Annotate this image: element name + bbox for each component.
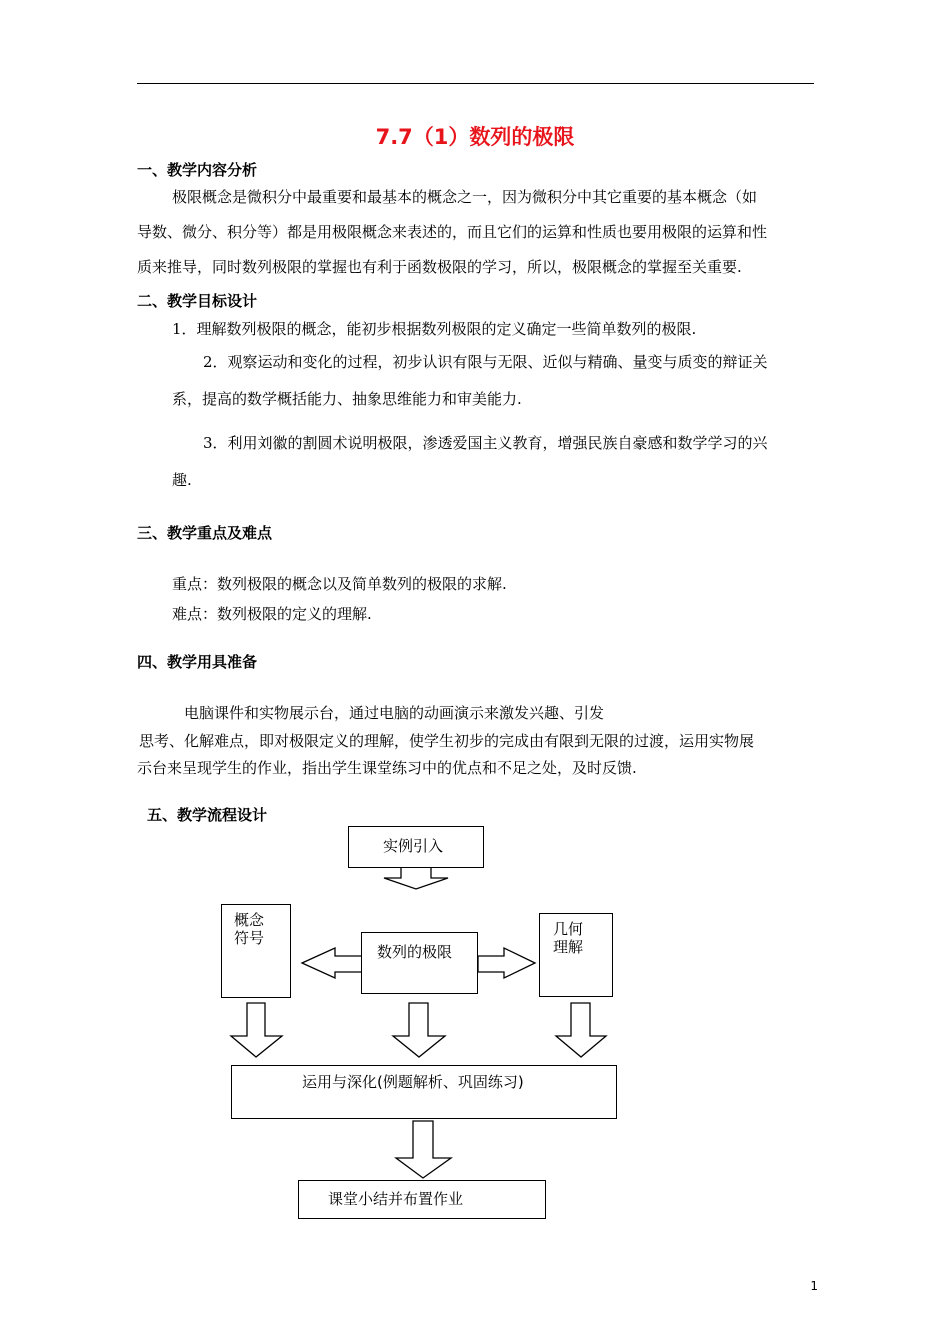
flow-box-geometry-line: 理解 xyxy=(553,938,584,956)
flow-box-intro-label: 实例引入 xyxy=(383,837,444,855)
arrow-down-concept xyxy=(231,1003,282,1057)
objective-item: 1．理解数列极限的概念，能初步根据数列极限的定义确定一些简单数列的极限. xyxy=(172,320,697,338)
section-1-line: 质来推导，同时数列极限的掌握也有利于函数极限的学习，所以，极限概念的掌握至关重要. xyxy=(137,258,742,276)
section-3-heading: 三、教学重点及难点 xyxy=(137,524,273,542)
section-4-heading: 四、教学用具准备 xyxy=(137,653,258,671)
section-5-heading: 五、教学流程设计 xyxy=(147,806,268,824)
arrow-down-center xyxy=(393,1003,445,1057)
objective-item: 3．利用刘徽的割圆术说明极限，渗透爱国主义教育，增强民族自豪感和数学学习的兴 xyxy=(203,434,768,452)
flow-box-apply xyxy=(231,1065,617,1119)
page-title: 7.7（1）数列的极限 xyxy=(375,125,575,149)
section-1-line: 导数、微分、积分等）都是用极限概念来表述的，而且它们的运算和性质也要用极限的运算和性 xyxy=(137,223,768,241)
section-1-line: 极限概念是微积分中最重要和最基本的概念之一，因为微积分中其它重要的基本概念（如 xyxy=(172,188,758,206)
flow-box-concept xyxy=(221,904,291,998)
section-4-line: 示台来呈现学生的作业，指出学生课堂练习中的优点和不足之处，及时反馈. xyxy=(137,759,637,777)
arrow-left-right xyxy=(302,946,362,982)
section-4-line: 电脑课件和实物展示台，通过电脑的动画演示来激发兴趣、引发 xyxy=(184,704,605,722)
objective-item: 趣. xyxy=(172,471,192,489)
arrow-down-summary xyxy=(396,1121,451,1178)
flow-box-center-label: 数列的极限 xyxy=(377,943,453,961)
arrow-right xyxy=(478,948,535,978)
objective-item: 2．观察运动和变化的过程，初步认识有限与无限、近似与精确、量变与质变的辩证关 xyxy=(203,353,768,371)
page-number: 1 xyxy=(810,1279,818,1293)
flow-box-intro xyxy=(348,826,484,868)
section-4-line: 思考、化解难点，即对极限定义的理解，使学生初步的完成由有限到无限的过渡，运用实物展 xyxy=(139,732,755,750)
flow-box-concept-line: 符号 xyxy=(234,929,265,947)
objective-item: 系，提高的数学概括能力、抽象思维能力和审美能力. xyxy=(172,390,522,408)
flow-box-summary xyxy=(298,1180,546,1219)
arrow-down-intro xyxy=(384,867,448,889)
difficult-point: 难点：数列极限的定义的理解. xyxy=(172,605,372,623)
key-point: 重点：数列极限的概念以及简单数列的极限的求解. xyxy=(172,575,507,593)
flow-box-apply-label: 运用与深化(例题解析、巩固练习) xyxy=(302,1073,524,1091)
flow-box-concept-line: 概念 xyxy=(234,911,265,929)
flow-box-geometry xyxy=(539,913,613,997)
flow-box-summary-label: 课堂小结并布置作业 xyxy=(328,1190,464,1208)
section-1-heading: 一、教学内容分析 xyxy=(137,161,258,179)
arrow-down-geometry xyxy=(556,1003,606,1057)
flow-box-center xyxy=(361,932,478,994)
flow-box-geometry-line: 几何 xyxy=(553,920,584,938)
section-2-heading: 二、教学目标设计 xyxy=(137,292,258,310)
